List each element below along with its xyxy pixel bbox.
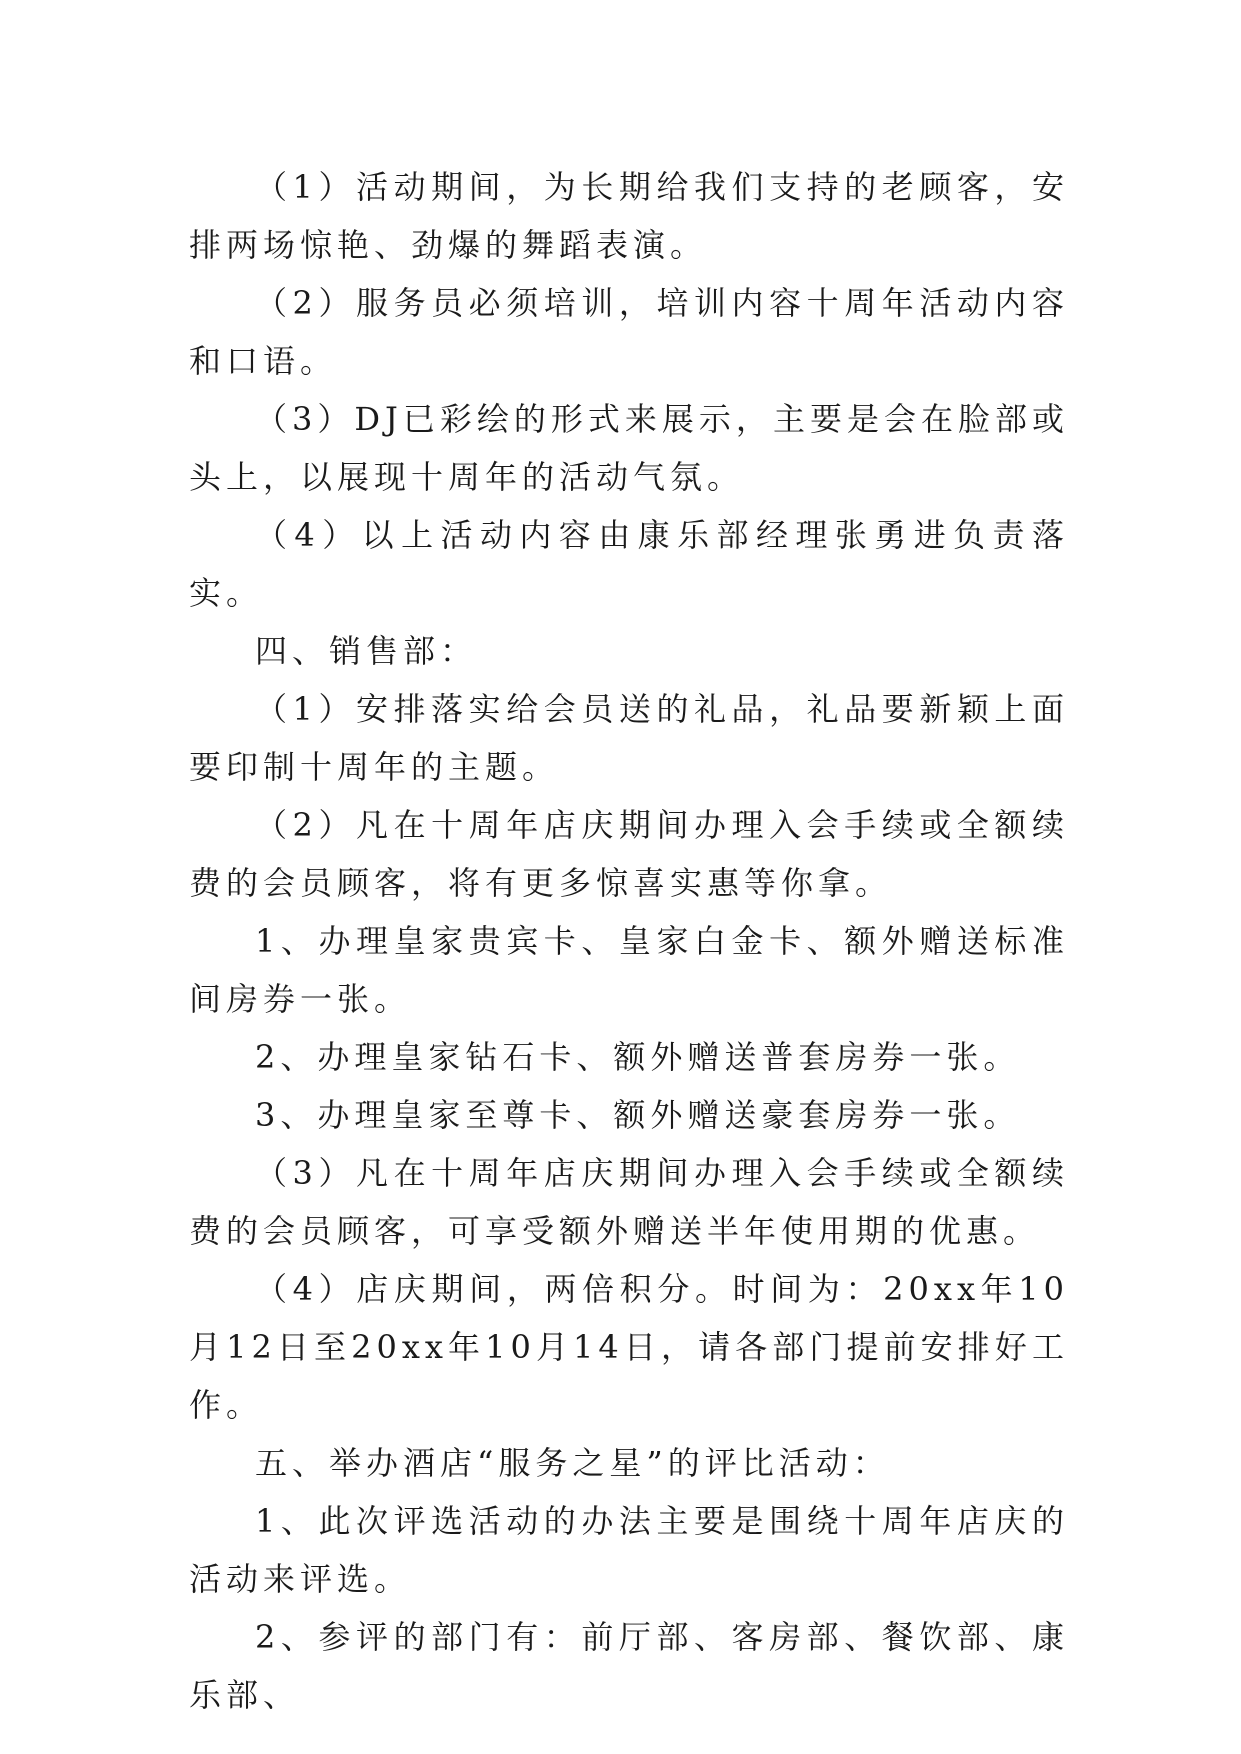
paragraph-kangle-2: （2）服务员必须培训，培训内容十周年活动内容和口语。: [189, 284, 1069, 380]
list-item-card-1: 1、办理皇家贵宾卡、皇家白金卡、额外赠送标准间房券一张。: [189, 922, 1069, 1018]
paragraph-kangle-1: （1）活动期间，为长期给我们支持的老顾客，安排两场惊艳、劲爆的舞蹈表演。: [189, 168, 1069, 264]
paragraph-sales-3: （3）凡在十周年店庆期间办理入会手续或全额续费的会员顾客，可享受额外赠送半年使用期的优惠。: [189, 1154, 1069, 1250]
list-item-evaluation-1: 1、此次评选活动的办法主要是围绕十周年店庆的活动来评选。: [189, 1502, 1069, 1598]
list-item-evaluation-2: 2、参评的部门有：前厅部、客房部、餐饮部、康乐部、: [189, 1618, 1069, 1714]
paragraph-sales-2: （2）凡在十周年店庆期间办理入会手续或全额续费的会员顾客，将有更多惊喜实惠等你拿。: [189, 806, 1069, 902]
section-heading-sales: 四、销售部：: [255, 632, 478, 670]
list-item-card-3: 3、办理皇家至尊卡、额外赠送豪套房券一张。: [255, 1096, 1021, 1134]
paragraph-kangle-3: （3）DJ已彩绘的形式来展示，主要是会在脸部或头上，以展现十周年的活动气氛。: [189, 400, 1069, 496]
list-item-card-2: 2、办理皇家钻石卡、额外赠送普套房券一张。: [255, 1038, 1021, 1076]
paragraph-sales-4: （4）店庆期间，两倍积分。时间为：20xx年10月12日至20xx年10月14日，请各部门提前安排好工作。: [189, 1270, 1069, 1424]
section-heading-service-star: 五、举办酒店“服务之星”的评比活动：: [255, 1444, 890, 1482]
paragraph-sales-1: （1）安排落实给会员送的礼品，礼品要新颖上面要印制十周年的主题。: [189, 690, 1069, 786]
paragraph-kangle-4: （4）以上活动内容由康乐部经理张勇进负责落实。: [189, 516, 1069, 612]
document-body: [189, 158, 1069, 1724]
